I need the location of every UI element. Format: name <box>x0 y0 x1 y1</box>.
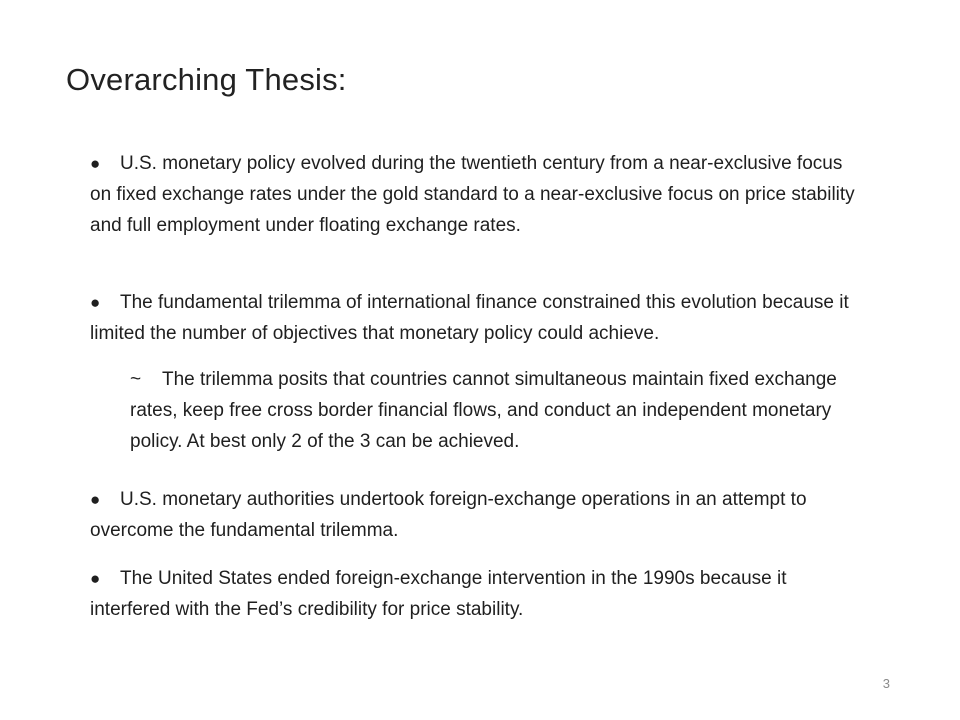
slide-title: Overarching Thesis: <box>66 62 347 97</box>
bullet-marker: ● <box>90 569 101 588</box>
bullet-point-4 <box>90 563 870 625</box>
bullet-text: U.S. monetary policy evolved during the twentieth century from a near-exclusive focus on fixed exchange rates under the gold standard to a near-exclusive focus on price stability and full employment under floating exchange rates. <box>90 153 855 236</box>
bullet-marker: ● <box>90 154 101 173</box>
bullet-point-1 <box>90 148 860 241</box>
sub-point-text: The trilemma posits that countries cannot simultaneous maintain fixed exchange rates, keep free cross border financial flows, and conduct an independent monetary policy. At best only 2 of the 3 can be achieved. <box>130 369 837 452</box>
page-number: 3 <box>882 676 890 691</box>
bullet-text: The United States ended foreign-exchange intervention in the 1990s because it interfered with the Fed’s credibility for price stability. <box>90 568 787 620</box>
sub-point <box>130 364 870 457</box>
bullet-text: The fundamental trilemma of international finance constrained this evolution because it limited the number of objectives that monetary policy could achieve. <box>90 292 849 344</box>
bullet-point-2 <box>90 287 890 349</box>
bullet-text: U.S. monetary authorities undertook foreign-exchange operations in an attempt to overcome the fundamental trilemma. <box>90 489 807 541</box>
tilde-marker: ~ <box>130 369 142 390</box>
bullet-marker: ● <box>90 490 101 509</box>
bullet-marker: ● <box>90 293 101 312</box>
bullet-point-3 <box>90 484 870 546</box>
